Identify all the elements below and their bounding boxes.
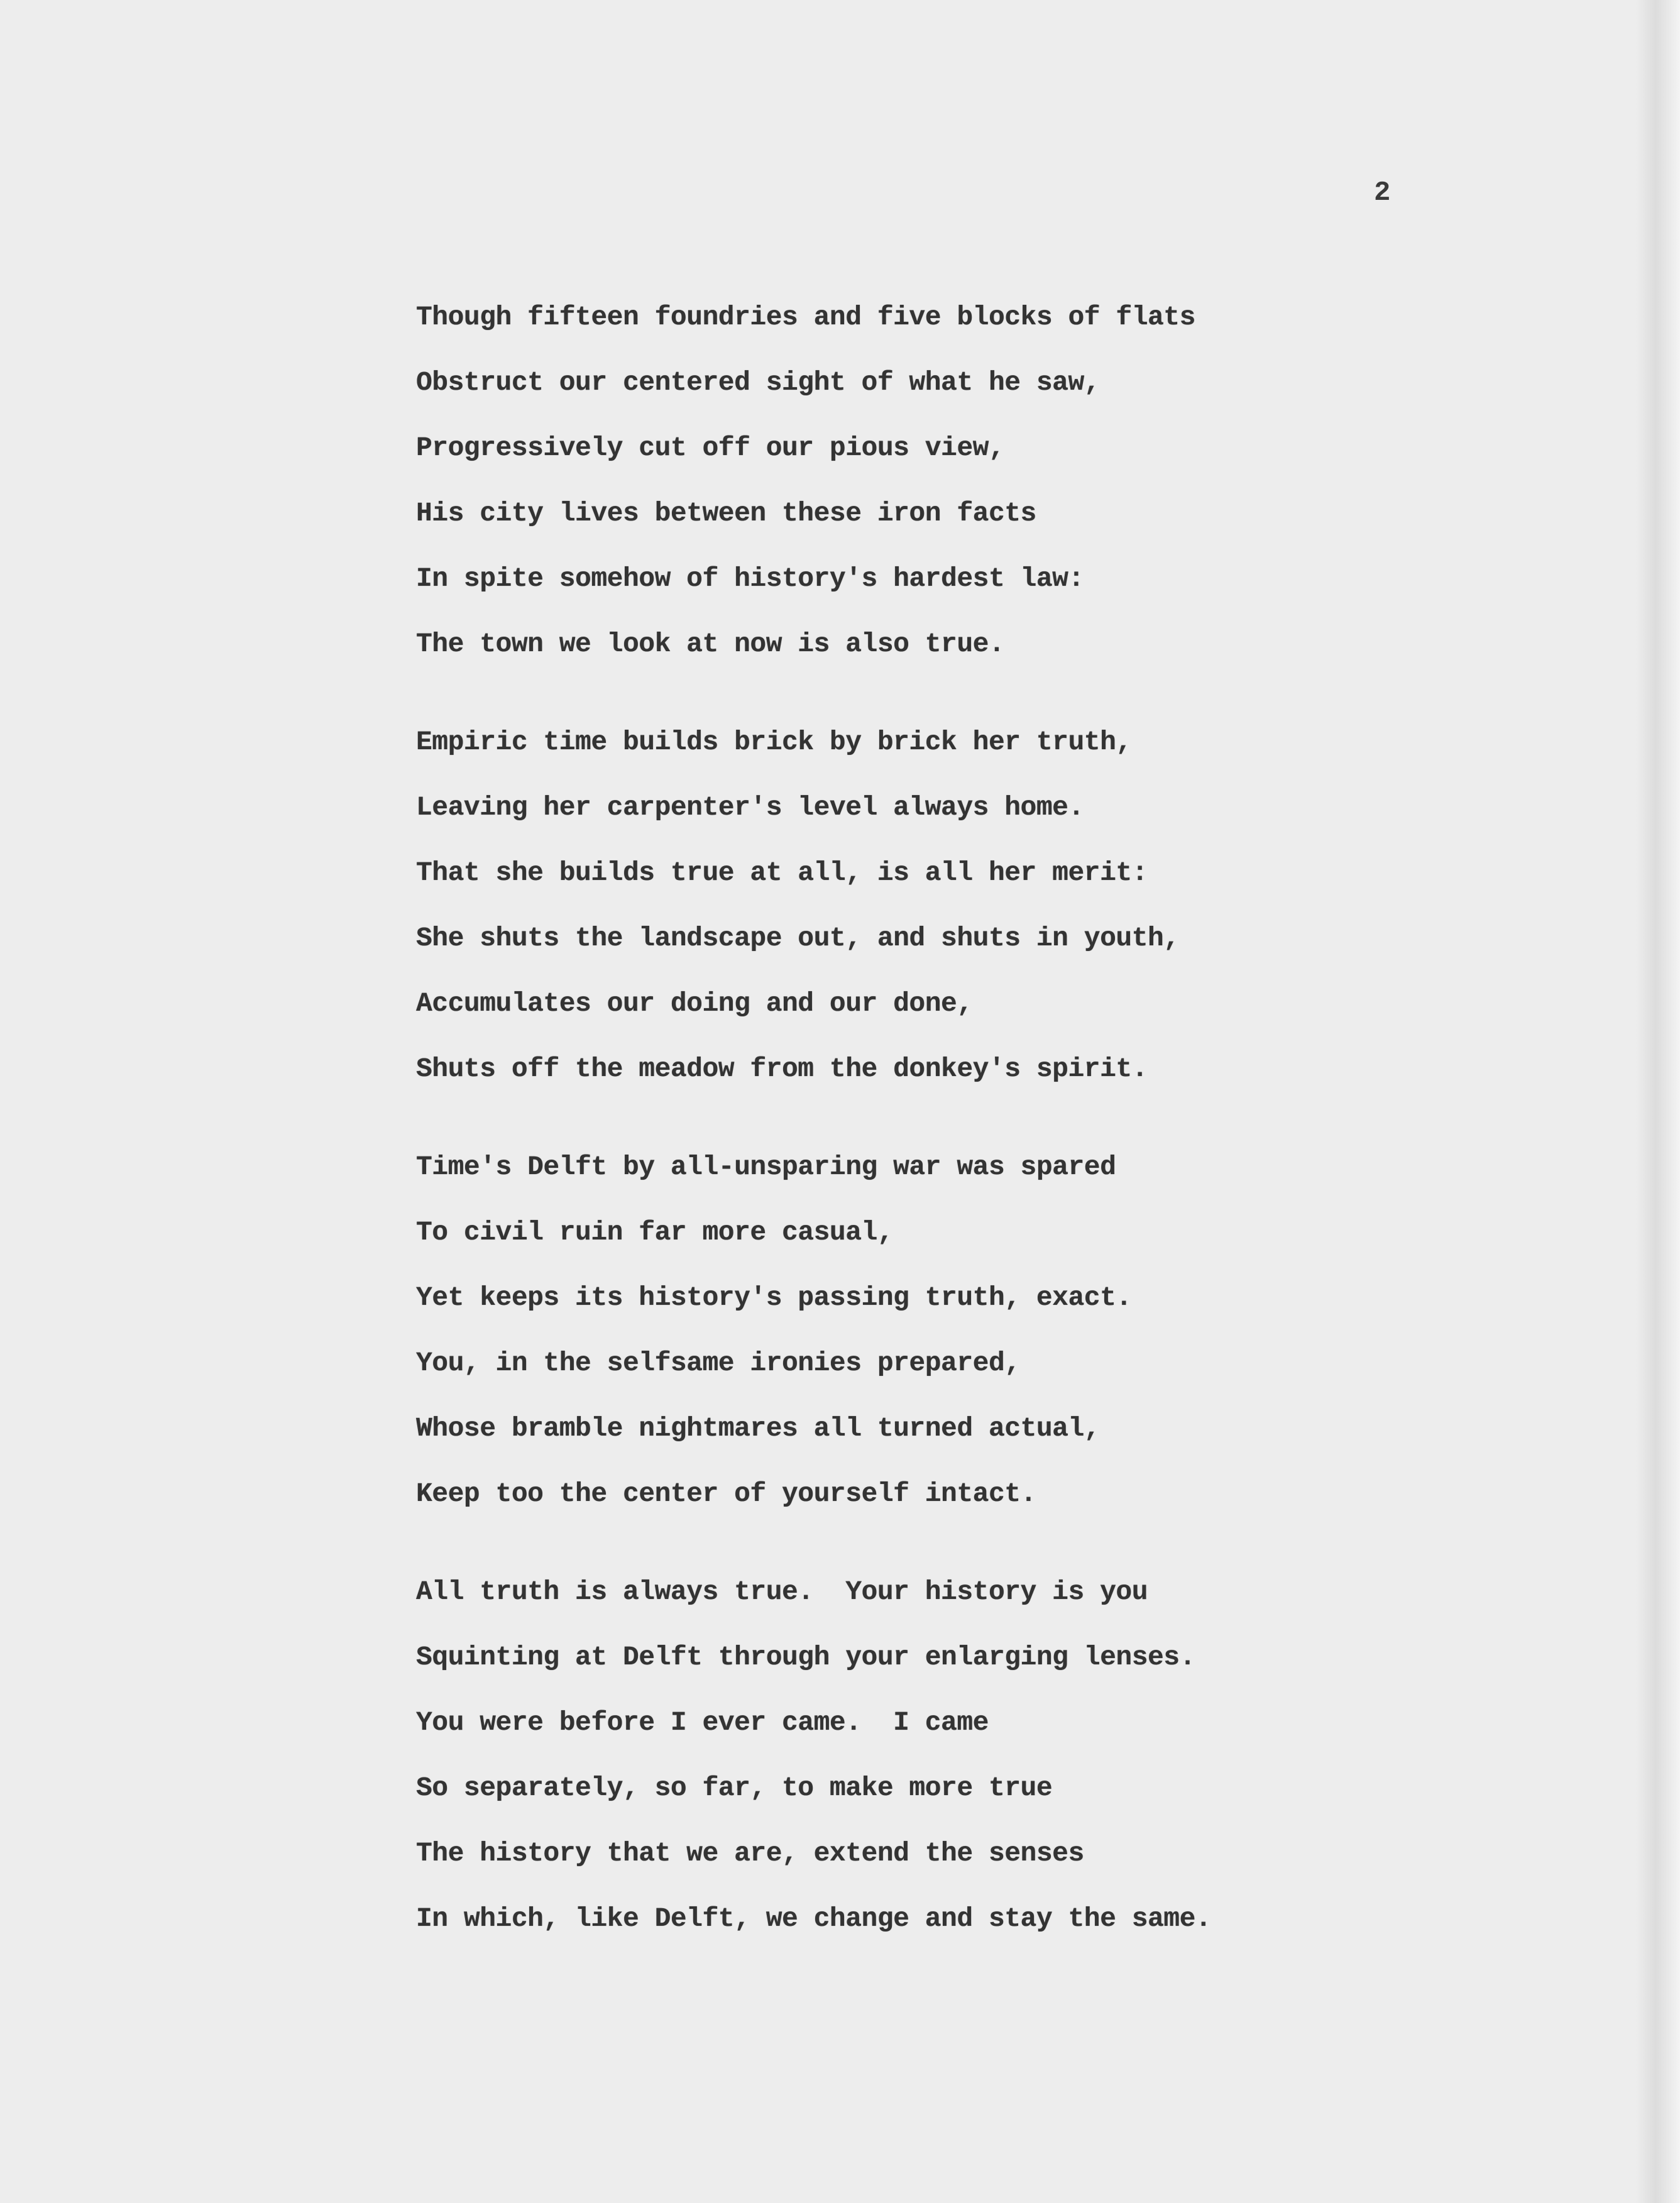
paper-edge bbox=[1636, 0, 1680, 2203]
poem-line: The history that we are, extend the senses bbox=[416, 1838, 1084, 1869]
poem-line: Time's Delft by all-unsparing war was spared bbox=[416, 1151, 1116, 1182]
poem-line: Though fifteen foundries and five blocks of flats bbox=[416, 302, 1195, 332]
stanza-gap bbox=[416, 688, 1296, 720]
poem-line: You were before I ever came. I came bbox=[416, 1707, 989, 1738]
poem-body bbox=[416, 295, 1296, 1962]
stanza-gap bbox=[416, 1537, 1296, 1570]
poem-line: Progressively cut off our pious view, bbox=[416, 432, 1005, 463]
poem-line: That she builds true at all, is all her merit: bbox=[416, 857, 1148, 888]
poem-line: Accumulates our doing and our done, bbox=[416, 988, 973, 1019]
stanza-1 bbox=[416, 295, 1296, 688]
poem-line: She shuts the landscape out, and shuts in youth, bbox=[416, 923, 1180, 953]
poem-line: Whose bramble nightmares all turned actual, bbox=[416, 1413, 1101, 1444]
poem-line: The town we look at now is also true. bbox=[416, 629, 1005, 659]
poem-line: Yet keeps its history's passing truth, exact. bbox=[416, 1282, 1132, 1313]
stanza-3 bbox=[416, 1145, 1296, 1537]
poem-line: To civil ruin far more casual, bbox=[416, 1217, 894, 1248]
poem-line: In which, like Delft, we change and stay the same. bbox=[416, 1903, 1212, 1934]
poem-line: Squinting at Delft through your enlarging lenses. bbox=[416, 1642, 1195, 1673]
stanza-4 bbox=[416, 1570, 1296, 1962]
poem-line: Empiric time builds brick by brick her truth, bbox=[416, 727, 1132, 757]
stanza-2 bbox=[416, 720, 1296, 1112]
poem-line: Shuts off the meadow from the donkey's spirit. bbox=[416, 1053, 1148, 1084]
poem-line: You, in the selfsame ironies prepared, bbox=[416, 1348, 1021, 1378]
poem-line: In spite somehow of history's hardest law: bbox=[416, 563, 1084, 594]
poem-line: Keep too the center of yourself intact. bbox=[416, 1478, 1036, 1509]
page-number: 2 bbox=[1374, 177, 1391, 209]
stanza-gap bbox=[416, 1112, 1296, 1145]
poem-line: So separately, so far, to make more true bbox=[416, 1772, 1053, 1803]
poem-line: Obstruct our centered sight of what he saw, bbox=[416, 367, 1101, 398]
poem-line: His city lives between these iron facts bbox=[416, 498, 1036, 529]
poem-line: All truth is always true. Your history is you bbox=[416, 1576, 1148, 1607]
poem-line: Leaving her carpenter's level always home. bbox=[416, 792, 1084, 823]
